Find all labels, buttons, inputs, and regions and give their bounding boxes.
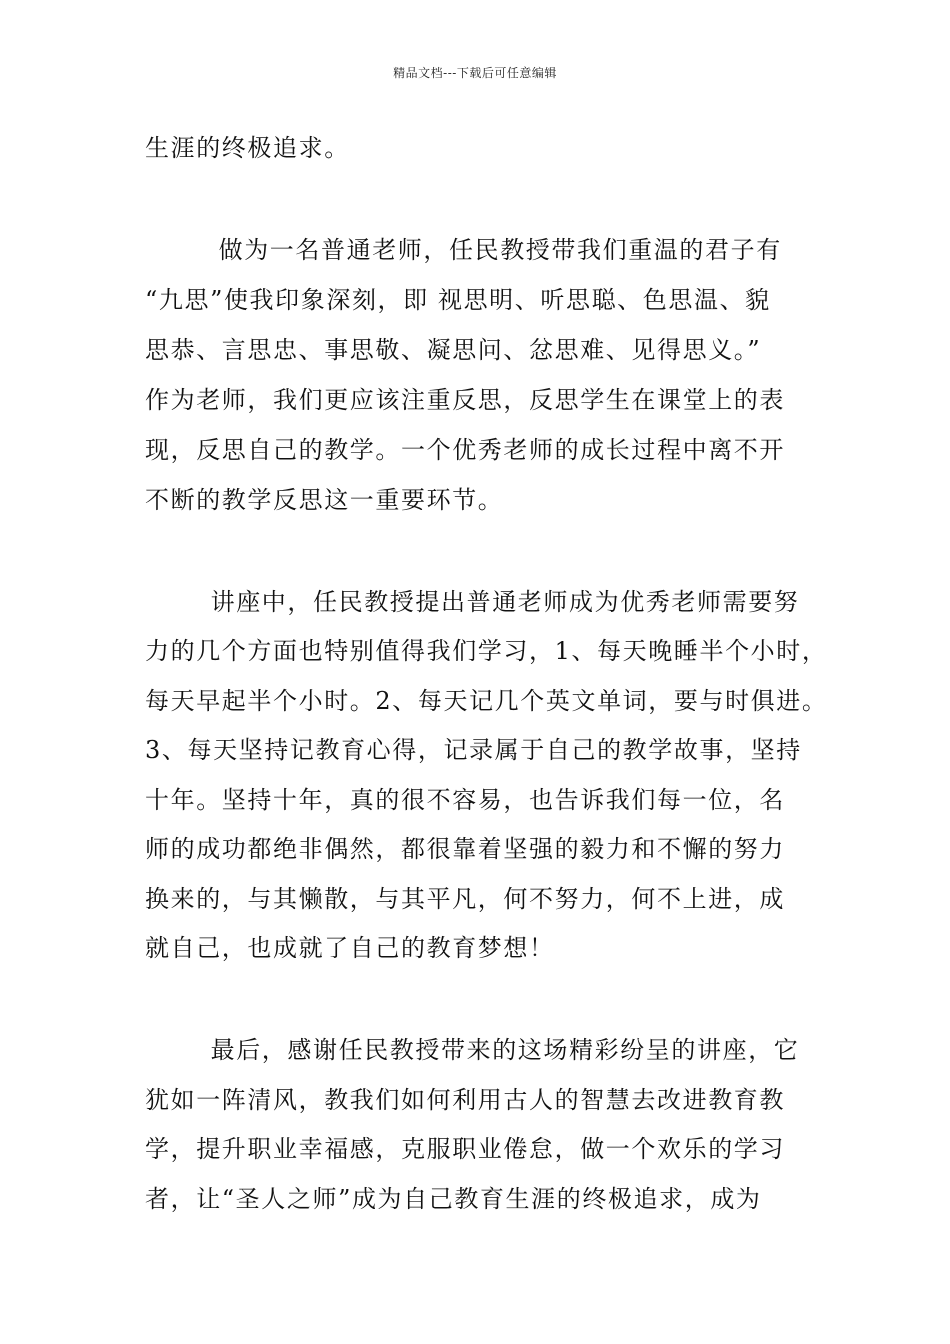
page-header: 精品文档---下载后可任意编辑 xyxy=(393,66,557,80)
text-line: 学，提升职业幸福感，克服职业倦怠，做一个欢乐的学习 xyxy=(145,1135,785,1163)
text-line: 每天早起半个小时。2、每天记几个英文单词，要与时俱进。 xyxy=(145,687,828,715)
text-line: 作为老师，我们更应该注重反思，反思学生在课堂上的表 xyxy=(145,386,785,414)
text-line: 做为一名普通老师，任民教授带我们重温的君子有 xyxy=(193,236,782,264)
text-line: 十年。坚持十年，真的很不容易，也告诉我们每一位，名 xyxy=(145,786,785,814)
text-line: 力的几个方面也特别值得我们学习，1、每天晚睡半个小时， xyxy=(145,637,828,665)
text-line: 换来的，与其懒散，与其平凡，何不努力，何不上进，成 xyxy=(145,885,785,913)
text-line: 讲座中，任民教授提出普通老师成为优秀老师需要努 xyxy=(185,588,800,616)
text-line: 者，让“圣人之师”成为自己教育生涯的终极追求，成为 xyxy=(145,1185,762,1213)
text-line: 犹如一阵清风，教我们如何利用古人的智慧去改进教育教 xyxy=(145,1086,785,1114)
text-line: 生涯的终极追求。 xyxy=(145,134,350,162)
text-line: 不断的教学反思这一重要环节。 xyxy=(145,486,504,514)
text-line: “九思”使我印象深刻，即 视思明、听思聪、色思温、貌 xyxy=(145,286,771,314)
text-line: 思恭、言思忠、事思敬、凝思问、忿思难、见得思义。” xyxy=(145,336,762,364)
text-line: 最后，感谢任民教授带来的这场精彩纷呈的讲座，它 xyxy=(185,1036,800,1064)
text-line: 师的成功都绝非偶然，都很靠着坚强的毅力和不懈的努力 xyxy=(145,835,785,863)
text-line: 就自己，也成就了自己的教育梦想！ xyxy=(145,934,555,962)
text-line: 3、每天坚持记教育心得，记录属于自己的教学故事，坚持 xyxy=(145,736,802,764)
text-line: 现，反思自己的教学。一个优秀老师的成长过程中离不开 xyxy=(145,436,785,464)
